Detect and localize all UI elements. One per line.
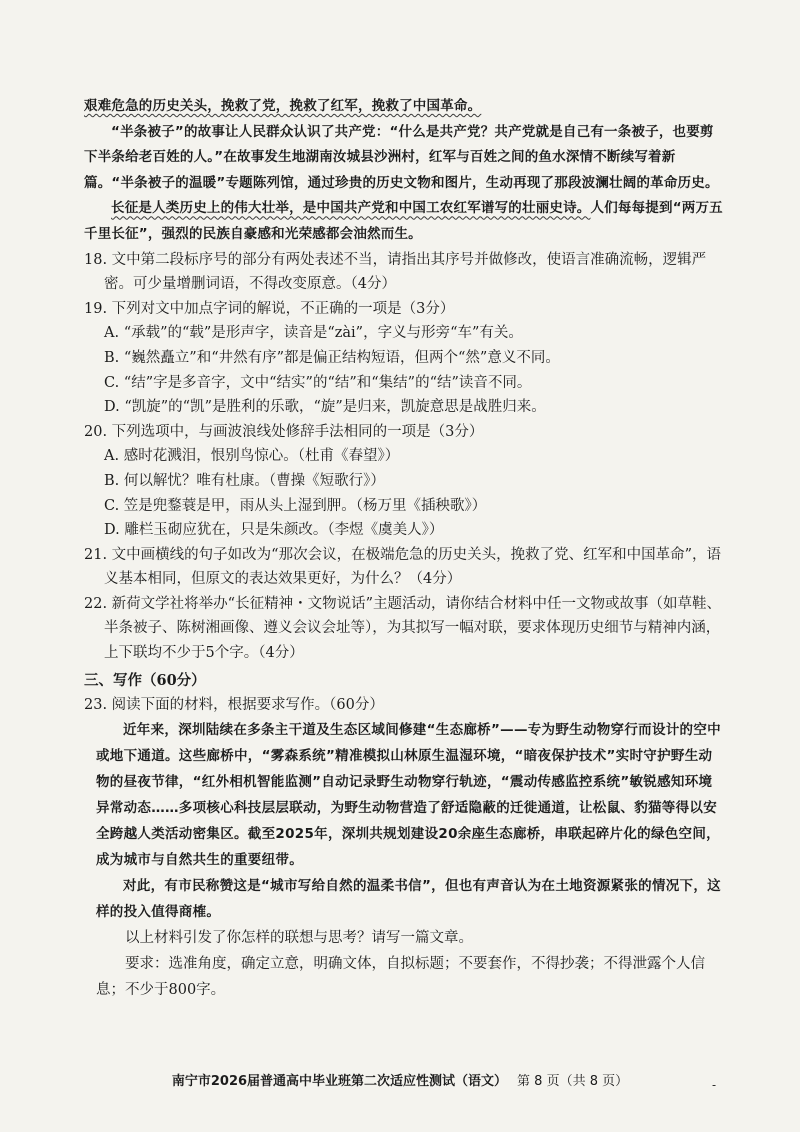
passage-paragraph-3 — [84, 196, 724, 247]
wavy-underlined-text: 艰难危急的历史关头，挽救了党，挽救了红军，挽救了中国革命。 — [84, 98, 482, 114]
question-22: 22. 新荷文学社将举办“长征精神・文物说话”主题活动，请你结合材料中任一文物或故事（如草鞋、半条被子、陈树湘画像、遵义会议会址等），为其拟写一幅对联，要求体现历史细节与精神内涵，上下联均不少于5个字。（4分） — [84, 595, 721, 662]
question-20-option-b: B. 何以解忧？唯有杜康。（曹操《短歌行》） — [104, 472, 385, 489]
writing-prompt: 以上材料引发了你怎样的联想与思考？请写一篇文章。 — [125, 930, 473, 947]
question-20-option-c: C. 笠是兜鍪蓑是甲，雨从头上湿到胛。（杨万里《插秧歌》） — [104, 497, 487, 514]
exam-page — [84, 94, 724, 1003]
section-writing-heading: 三、写作（60分） — [84, 671, 206, 689]
writing-requirements: 要求：选准角度，确定立意，明确文体，自拟标题；不要套作，不得抄袭；不得泄露个人信息；不少于800字。 — [96, 956, 705, 999]
material-paragraph-2: 对此，有市民称赞这是“城市写给自然的温柔书信”，但也有声音认为在土地资源紧张的情况下，这样的投入值得商榷。 — [96, 878, 721, 921]
passage-paragraph-2: “半条被子”的故事让人民群众认识了共产党：“什么是共产党？共产党就是自己有一条被子，也要剪下半条给老百姓的人。”在故事发生地湖南汝城县沙洲村，红军与百姓之间的鱼水深情不断续写着新篇。“半条被子的温暖”专题陈列馆，通过珍贵的历史文物和图片，生动再现了那段波澜壮阔的革命历史。 — [84, 123, 719, 191]
question-20-option-a: A. 感时花溅泪，恨别鸟惊心。（杜甫《春望》） — [104, 448, 400, 465]
question-19-option-b: B. “巍然矗立”和“井然有序”都是偏正结构短语，但两个“然”意义不同。 — [104, 349, 560, 366]
material-paragraph-1: 近年来，深圳陆续在多条主干道及生态区域间修建“生态廊桥”——专为野生动物穿行而设计的空中或地下通道。这些廊桥中，“雾森系统”精准模拟山林原生温湿环境，“暗夜保护技术”实时守护野生动物的昼夜节律，“红外相机智能监测”自动记录野生动物穿行轨迹，“震动传感监控系统”敏锐感知环境异常动态……多项核心科技层层联动，为野生动物营造了舒适隐蔽的迁徙通道，让松鼠、豹猫等得以安全跨越人类活动密集区。截至2025年，深圳共规划建设20余座生态廊桥，串联起碎片化的绿色空间，成为城市与自然共生的重要纽带。 — [96, 722, 721, 869]
exam-title: 南宁市2026届普通高中毕业班第二次适应性测试（语文） — [171, 1074, 508, 1089]
question-20-option-d: D. 雕栏玉砌应犹在，只是朱颜改。（李煜《虞美人》） — [104, 522, 444, 539]
passage-line-1 — [84, 94, 724, 120]
question-20-stem: 20. 下列选项中，与画波浪线处修辞手法相同的一项是（3分） — [84, 423, 484, 440]
question-18: 18. 文中第二段标序号的部分有两处表述不当，请指出其序号并做修改，使语言准确流畅，逻辑严密。可少量增删词语，不得改变原意。（4分） — [84, 251, 707, 293]
question-19-stem: 19. 下列对文中加点字词的解说，不正确的一项是（3分） — [84, 300, 455, 317]
question-19-option-c: C. “结”字是多音字，文中“结实”的“结”和“集结”的“结”读音不同。 — [104, 374, 532, 391]
margin-mark: - — [712, 1078, 717, 1092]
page-number: 第 8 页（共 8 页） — [517, 1074, 629, 1089]
underlined-sentence: 长征是人类历史上的伟大壮举，是中国共产党和中国工农红军谱写的壮丽史诗。 — [111, 200, 591, 217]
question-21: 21. 文中画横线的句子如改为“那次会议，在极端危急的历史关头，挽救了党、红军和中国革命”，语义基本相同，但原文的表达效果更好，为什么？（4分） — [84, 546, 721, 588]
passage-paragraph-3-rest: 人们每每提到“两万五千里长征”，强烈的民族自豪感和光荣感都会油然而生。 — [84, 200, 723, 242]
question-19-option-d: D. “凯旋”的“凯”是胜利的乐歌，“旋”是归来，凯旋意思是战胜归来。 — [104, 399, 546, 416]
page-footer — [0, 1070, 800, 1089]
question-19-option-a: A. “承载”的“载”是形声字，读音是“zài”，字义与形旁“车”有关。 — [104, 325, 523, 342]
question-23-stem: 23. 阅读下面的材料，根据要求写作。（60分） — [84, 696, 384, 713]
